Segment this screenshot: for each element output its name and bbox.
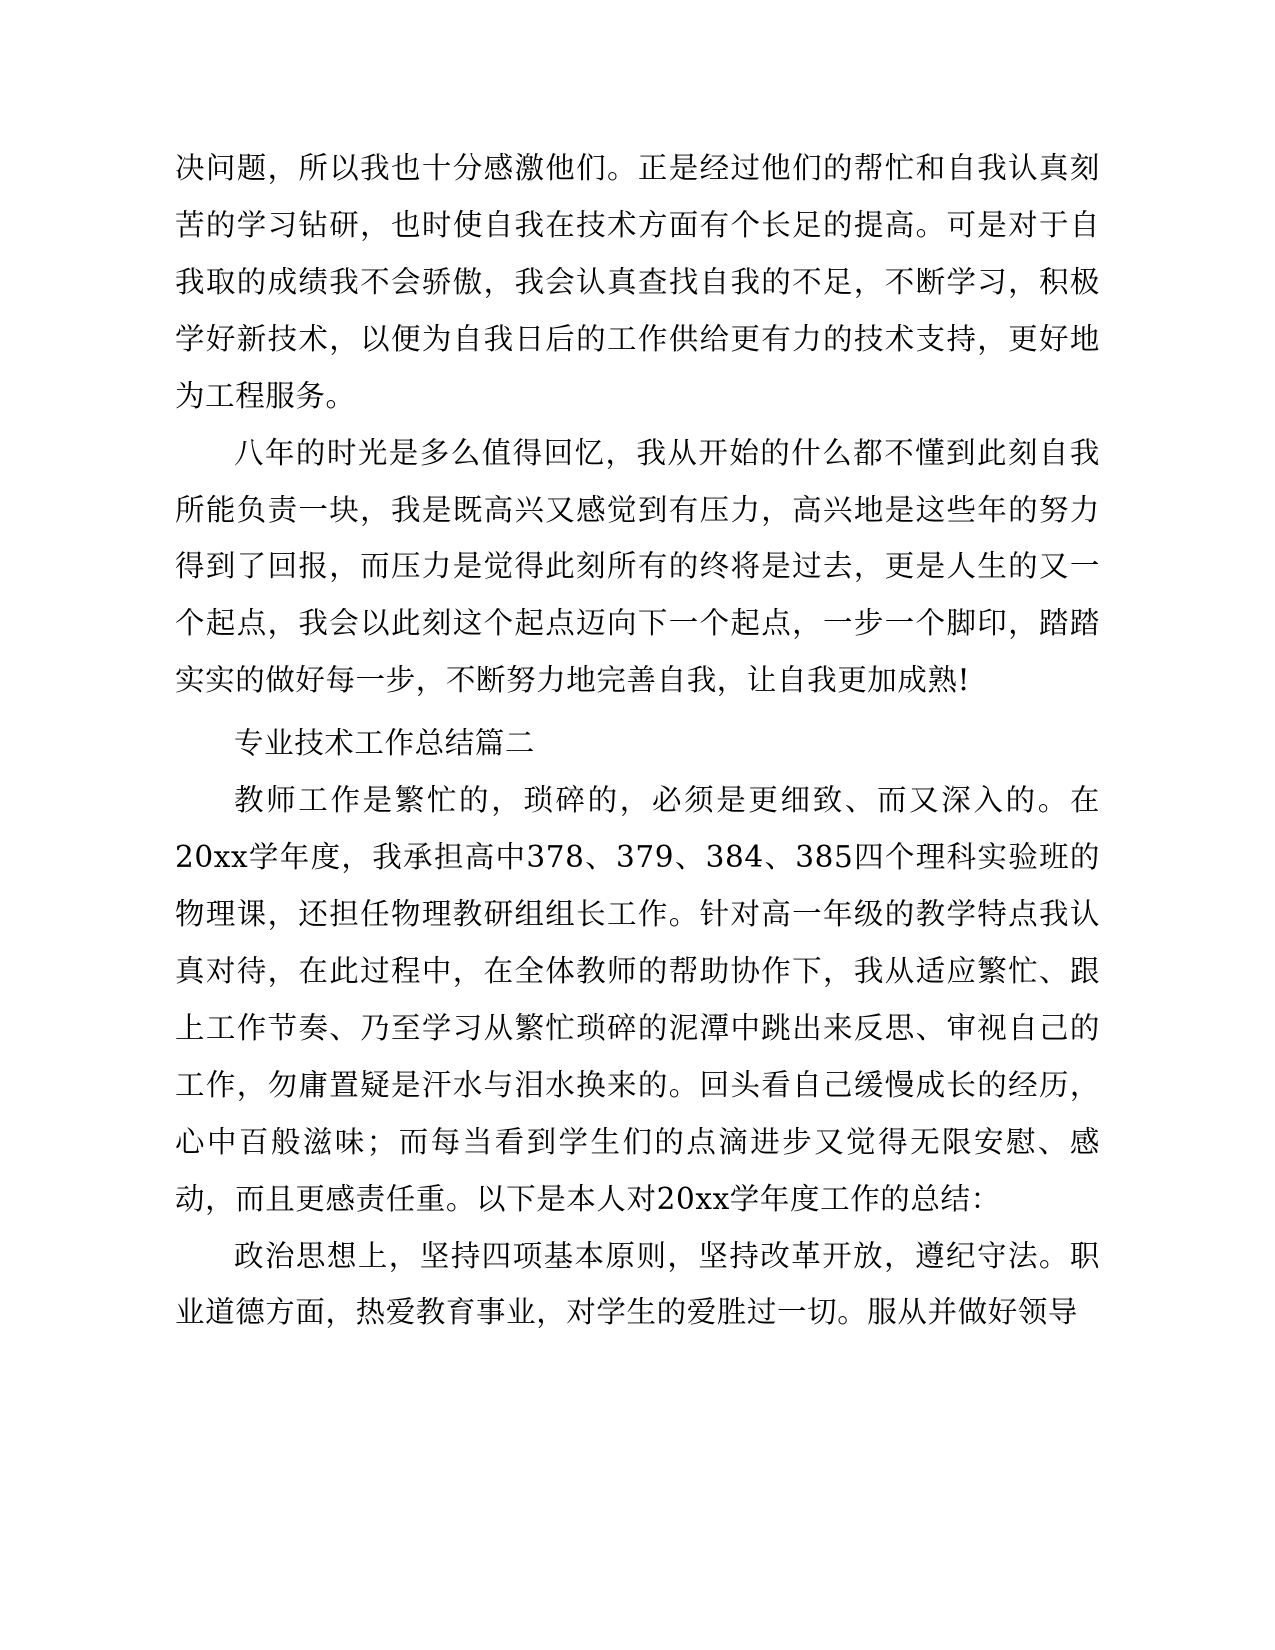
document-body [175, 140, 1100, 1341]
paragraph-continuation: 决问题，所以我也十分感激他们。正是经过他们的帮忙和自我认真刻苦的学习钻研，也时使自我在技术方面有个长足的提高。可是对于自我取的成绩我不会骄傲，我会认真查找自我的不足，不断学习，积极学好新技术，以便为自我日后的工作供给更有力的技术支持，更好地为工程服务。 [175, 151, 1100, 413]
section-heading-part-two: 专业技术工作总结篇二 [234, 726, 536, 761]
paragraph-political-thought: 政治思想上，坚持四项基本原则，坚持改革开放，遵纪守法。职业道德方面，热爱教育事业，对学生的爱胜过一切。服从并做好领导 [175, 1238, 1100, 1330]
paragraph-teacher-work: 教师工作是繁忙的，琐碎的，必须是更细致、而又深入的。在20xx学年度，我承担高中378、379、384、385四个理科实验班的物理课，还担任物理教研组组长工作。针对高一年级的教学特点我认真对待，在此过程中，在全体教师的帮助协作下，我从适应繁忙、跟上工作节奏、乃至学习从繁忙琐碎的泥潭中跳出来反思、审视自己的工作，勿庸置疑是汗水与泪水换来的。回头看自己缓慢成长的经历，心中百般滋味；而每当看到学生们的点滴进步又觉得无限安慰、感动，而且更感责任重。以下是本人对20xx学年度工作的总结： [175, 783, 1100, 1216]
paragraph-eight-years: 八年的时光是多么值得回忆，我从开始的什么都不懂到此刻自我所能负责一块，我是既高兴又感觉到有压力，高兴地是这些年的努力得到了回报，而压力是觉得此刻所有的终将是过去，更是人生的又一个起点，我会以此刻这个起点迈向下一个起点，一步一个脚印，踏踏实实的做好每一步，不断努力地完善自我，让自我更加成熟! [175, 435, 1100, 698]
